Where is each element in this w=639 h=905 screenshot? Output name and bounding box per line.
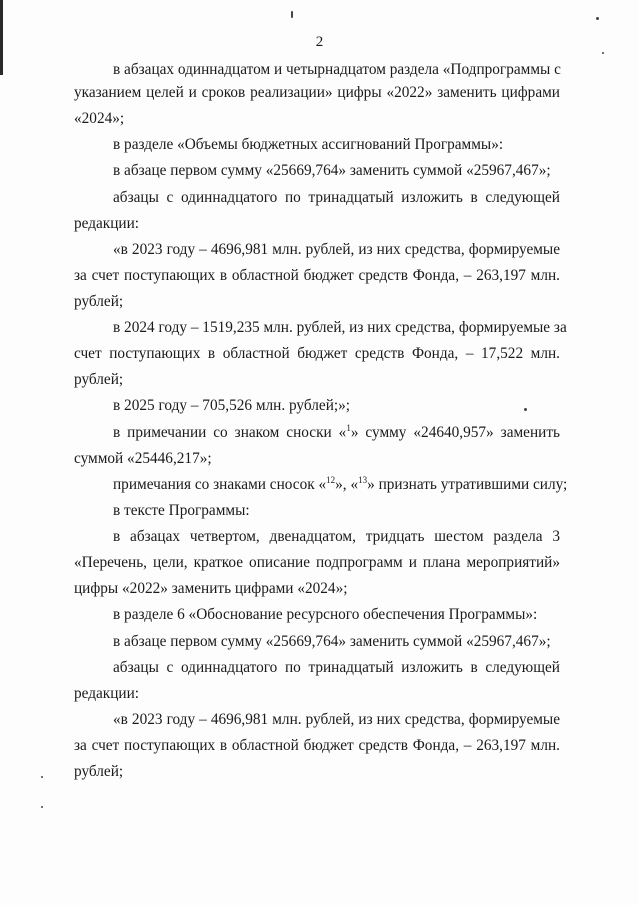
text-line: указанием целей и сроков реализации» цифры «2022» заменить цифрами	[74, 84, 560, 101]
scan-speck	[291, 11, 293, 18]
footnote-marker: 13	[358, 474, 368, 485]
text-line: суммой «25446,217»;	[74, 450, 212, 467]
line-text: » признать утратившими силу;	[367, 476, 568, 493]
footnote-marker: 1	[346, 422, 351, 433]
text-line: счет поступающих в областной бюджет средств Фонда, – 17,522 млн.	[74, 345, 560, 362]
text-line: в абзацах четвертом, двенадцатом, тридцать шестом раздела 3	[113, 528, 560, 545]
line-text: в примечании со знаком сноски «	[113, 424, 347, 441]
text-line: в разделе «Объемы бюджетных ассигнований Программы»:	[113, 136, 504, 153]
text-line: за счет поступающих в областной бюджет средств Фонда, – 263,197 млн.	[74, 737, 560, 754]
line-text: » сумму «24640,957» заменить	[350, 424, 560, 441]
scan-speck	[524, 408, 527, 411]
text-line: в 2025 году – 705,526 млн. рублей;»;	[113, 397, 351, 414]
text-line: в тексте Программы:	[113, 502, 250, 519]
text-line: в абзаце первом сумму «25669,764» заменить суммой «25967,467»;	[113, 162, 551, 179]
text-line: за счет поступающих в областной бюджет средств Фонда, – 263,197 млн.	[74, 267, 560, 284]
text-line: рублей;	[74, 763, 124, 780]
text-line: абзацы с одиннадцатого по тринадцатый изложить в следующей	[113, 659, 560, 676]
text-line	[113, 424, 560, 442]
text-line: цифры «2022» заменить цифрами «2024»;	[74, 580, 348, 597]
text-line: в 2024 году – 1519,235 млн. рублей, из них средства, формируемые за	[113, 319, 567, 336]
line-text: примечания со знаками сносок «	[113, 476, 327, 493]
text-line: в абзацах одиннадцатом и четырнадцатом раздела «Подпрограммы с	[113, 61, 561, 78]
text-line: рублей;	[74, 293, 124, 310]
text-line: «Перечень, цели, краткое описание подпрограмм и плана мероприятий»	[74, 554, 560, 571]
text-line: «в 2023 году – 4696,981 млн. рублей, из них средства, формируемые	[113, 711, 560, 728]
scan-speck	[41, 776, 43, 778]
scan-speck	[602, 52, 604, 54]
scan-speck	[596, 17, 599, 20]
text-line: рублей;	[74, 371, 124, 388]
page-number: 2	[315, 34, 324, 50]
text-line	[113, 476, 567, 494]
footnote-marker: 12	[326, 474, 336, 485]
text-line: в разделе 6 «Обоснование ресурсного обеспечения Программы»:	[113, 606, 538, 623]
scan-speck	[41, 806, 43, 808]
text-line: «в 2023 году – 4696,981 млн. рублей, из них средства, формируемые	[113, 241, 560, 258]
text-line: абзацы с одиннадцатого по тринадцатый изложить в следующей	[113, 189, 560, 206]
text-line: редакции:	[74, 215, 140, 232]
text-line: редакции:	[74, 685, 140, 702]
line-text: », «	[335, 476, 359, 493]
text-line: «2024»;	[74, 110, 125, 127]
text-line: в абзаце первом сумму «25669,764» заменить суммой «25967,467»;	[113, 633, 551, 650]
